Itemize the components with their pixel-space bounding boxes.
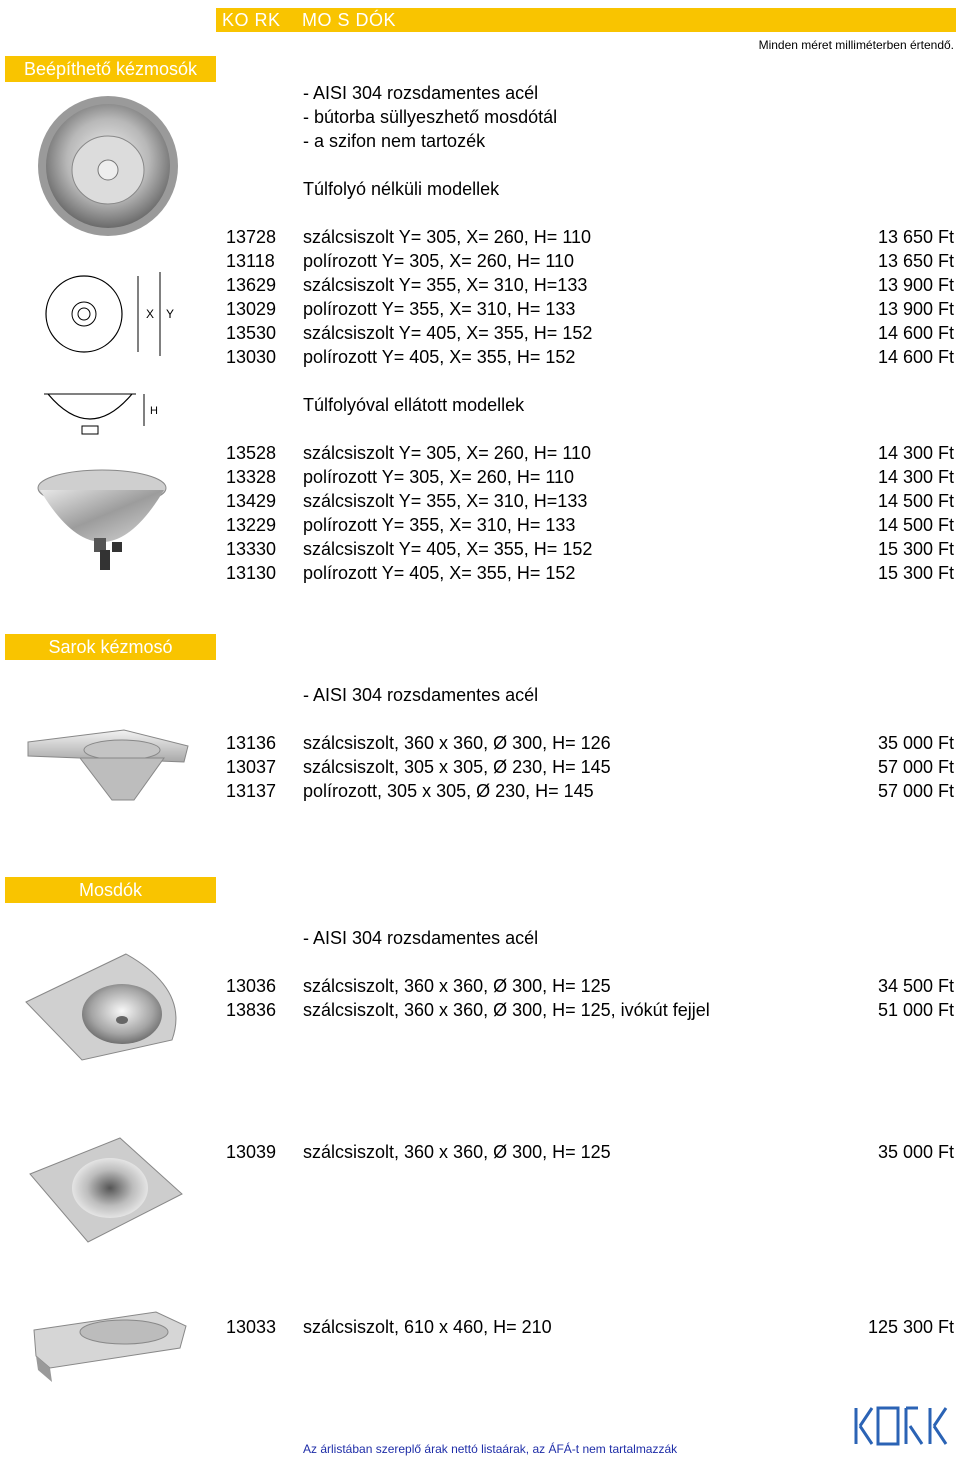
- product-code: 13429: [226, 491, 277, 511]
- product-price: 13 650 Ft: [877, 251, 954, 271]
- product-desc: polírozott Y= 355, X= 310, H= 133: [303, 515, 576, 535]
- product-code: 13130: [226, 563, 277, 583]
- product-code: 13229: [226, 515, 277, 535]
- diagram-label-h: H: [150, 405, 158, 417]
- product-code: 13029: [226, 299, 277, 319]
- product-desc: polírozott, 305 x 305, Ø 230, H= 145: [303, 781, 594, 801]
- product-price: 125 300 Ft: [867, 1317, 954, 1337]
- large-washbasin-image: [30, 1308, 190, 1384]
- section-label-builtin: Beépíthető kézmosók: [5, 56, 216, 82]
- product-price: 57 000 Ft: [877, 781, 954, 801]
- product-code: 13037: [226, 757, 277, 777]
- product-code: 13530: [226, 323, 277, 343]
- round-sink-image: [36, 92, 190, 242]
- product-price: 51 000 Ft: [877, 1000, 954, 1020]
- section2-bullet: - AISI 304 rozsdamentes acél: [303, 685, 539, 705]
- product-desc: szálcsiszolt Y= 305, X= 260, H= 110: [303, 227, 592, 247]
- product-price: 14 600 Ft: [877, 347, 954, 367]
- section-label-washbasins: Mosdók: [5, 877, 216, 903]
- product-price: 15 300 Ft: [877, 539, 954, 559]
- product-price: 14 500 Ft: [877, 491, 954, 511]
- product-price: 34 500 Ft: [877, 976, 954, 996]
- product-desc: szálcsiszolt, 305 x 305, Ø 230, H= 145: [303, 757, 611, 777]
- product-desc: szálcsiszolt, 360 x 360, Ø 300, H= 125, ivókút fejjel: [303, 1000, 710, 1020]
- kork-logo: [852, 1404, 950, 1448]
- diagram-label-y: Y: [166, 307, 175, 321]
- product-desc: szálcsiszolt, 360 x 360, Ø 300, H= 125: [303, 1142, 611, 1162]
- product-code: 13118: [226, 251, 275, 271]
- section1-bullet-2: - bútorba süllyeszhető mosdótál: [303, 107, 558, 127]
- product-desc: szálcsiszolt Y= 405, X= 355, H= 152: [303, 539, 593, 559]
- section1-bullet-1: - AISI 304 rozsdamentes acél: [303, 83, 539, 103]
- product-price: 13 900 Ft: [877, 275, 954, 295]
- product-code: 13528: [226, 443, 277, 463]
- product-code: 13836: [226, 1000, 277, 1020]
- product-code: 13137: [226, 781, 277, 801]
- square-basin-image: [28, 1134, 184, 1246]
- group-title-with-overflow: Túlfolyóval ellátott modellek: [303, 395, 525, 415]
- product-desc: polírozott Y= 355, X= 310, H= 133: [303, 299, 576, 319]
- header-company-right: MO S DÓK: [302, 10, 397, 30]
- product-desc: szálcsiszolt Y= 355, X= 310, H=133: [303, 491, 588, 511]
- product-price: 15 300 Ft: [877, 563, 954, 583]
- diagram-label-x: X: [146, 307, 155, 321]
- group-title-no-overflow: Túlfolyó nélküli modellek: [303, 179, 500, 199]
- product-code: 13728: [226, 227, 277, 247]
- product-price: 35 000 Ft: [877, 733, 954, 753]
- sink-with-overflow-image: [36, 464, 172, 574]
- product-code: 13036: [226, 976, 277, 996]
- product-desc: polírozott Y= 405, X= 355, H= 152: [303, 563, 576, 583]
- product-code: 13330: [226, 539, 277, 559]
- header-company-left: KO RK: [222, 10, 281, 30]
- product-price: 14 300 Ft: [877, 443, 954, 463]
- product-price: 14 300 Ft: [877, 467, 954, 487]
- section3-bullet: - AISI 304 rozsdamentes acél: [303, 928, 539, 948]
- product-code: 13136: [226, 733, 277, 753]
- product-price: 14 600 Ft: [877, 323, 954, 343]
- product-price: 13 650 Ft: [877, 227, 954, 247]
- product-price: 57 000 Ft: [877, 757, 954, 777]
- product-price: 35 000 Ft: [877, 1142, 954, 1162]
- product-desc: szálcsiszolt Y= 305, X= 260, H= 110: [303, 443, 592, 463]
- product-code: 13033: [226, 1317, 277, 1337]
- section1-bullet-3: - a szifon nem tartozék: [303, 131, 486, 151]
- section-label-corner: Sarok kézmosó: [5, 634, 216, 660]
- product-desc: polírozott Y= 405, X= 355, H= 152: [303, 347, 576, 367]
- dimension-diagram-side: [40, 384, 170, 440]
- product-desc: szálcsiszolt Y= 405, X= 355, H= 152: [303, 323, 593, 343]
- product-price: 13 900 Ft: [877, 299, 954, 319]
- product-code: 13030: [226, 347, 277, 367]
- product-price: 14 500 Ft: [877, 515, 954, 535]
- footer-note: Az árlistában szereplő árak nettó listaárak, az ÁFÁ-t nem tartalmazzák: [303, 1442, 678, 1456]
- product-code: 13328: [226, 467, 277, 487]
- measurement-note: Minden méret milliméterben értendő.: [758, 38, 954, 52]
- dimension-diagram-top: [38, 272, 188, 360]
- header-bar: [216, 8, 956, 32]
- product-desc: szálcsiszolt, 360 x 360, Ø 300, H= 125: [303, 976, 611, 996]
- product-desc: szálcsiszolt, 360 x 360, Ø 300, H= 126: [303, 733, 611, 753]
- wall-corner-basin-image: [22, 950, 190, 1062]
- product-desc: szálcsiszolt, 610 x 460, H= 210: [303, 1317, 552, 1337]
- product-desc: szálcsiszolt Y= 355, X= 310, H=133: [303, 275, 588, 295]
- product-code: 13039: [226, 1142, 277, 1162]
- corner-sink-image: [24, 726, 192, 804]
- product-desc: polírozott Y= 305, X= 260, H= 110: [303, 251, 575, 271]
- product-code: 13629: [226, 275, 277, 295]
- product-desc: polírozott Y= 305, X= 260, H= 110: [303, 467, 575, 487]
